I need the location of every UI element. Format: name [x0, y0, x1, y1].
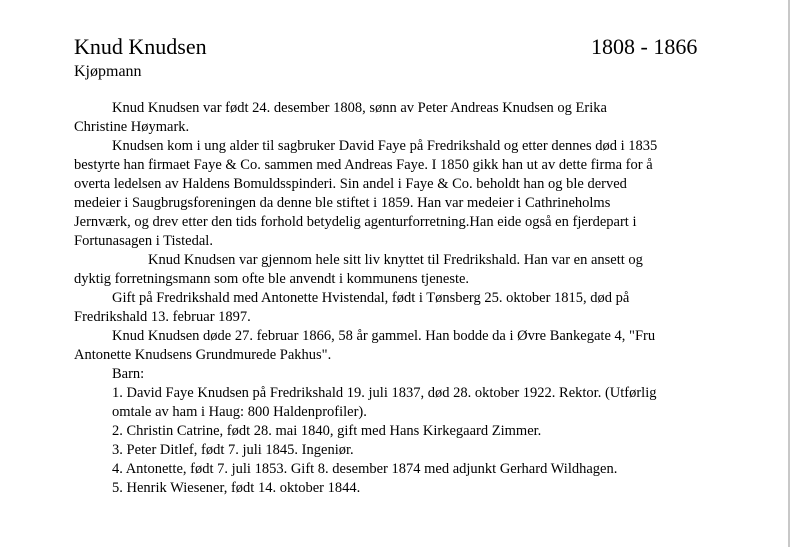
text-line: Gift på Fredrikshald med Antonette Hvistendal, født i Tønsberg 25. oktober 1815, død på	[112, 290, 630, 306]
text-line: Fortunasagen i Tistedal.	[74, 233, 213, 249]
text-line: Knud Knudsen var gjennom hele sitt liv knyttet til Fredrikshald. Han var en ansett og	[148, 252, 643, 268]
text-line: Christine Høymark.	[74, 119, 190, 135]
page-edge-divider	[788, 0, 790, 547]
text-line: medeier i Saugbrugsforeningen da denne ble stiftet i 1859. Han var medeier i Cathrineholms	[74, 195, 611, 211]
person-name: Knud Knudsen	[74, 34, 207, 59]
text-line: dyktig forretningsmann som ofte ble anvendt i kommunens tjeneste.	[74, 271, 470, 287]
life-years: 1808 - 1866	[591, 34, 698, 59]
child-entry: 1. David Faye Knudsen på Fredrikshald 19. juli 1837, død 28. oktober 1922. Rektor. (Utførlig	[112, 385, 657, 401]
text-line: Jernværk, og drev etter den tids forhold betydelig agenturforretning.Han eide også en fjerdepart i	[74, 214, 637, 230]
text-line: Knud Knudsen var født 24. desember 1808, sønn av Peter Andreas Knudsen og Erika	[112, 100, 607, 116]
child-entry: 3. Peter Ditlef, født 7. juli 1845. Ingeniør.	[112, 442, 354, 458]
text-line: Knud Knudsen døde 27. februar 1866, 58 år gammel. Han bodde da i Øvre Bankegate 4, "Fru	[112, 328, 656, 344]
text-line: bestyrte han firmaet Faye & Co. sammen med Andreas Faye. I 1850 gikk han ut av dette firma for å	[74, 157, 653, 173]
child-entry: 5. Henrik Wiesener, født 14. oktober 1844.	[112, 480, 361, 496]
occupation: Kjøpmann	[74, 63, 142, 80]
text-line: Knudsen kom i ung alder til sagbruker David Faye på Fredrikshald og etter dennes død i 1835	[112, 138, 658, 154]
text-line: overta ledelsen av Haldens Bomuldsspinderi. Sin andel i Faye & Co. beholdt han og ble derved	[74, 176, 627, 192]
child-entry: 4. Antonette, født 7. juli 1853. Gift 8. desember 1874 med adjunkt Gerhard Wildhagen.	[112, 461, 618, 477]
child-entry-continuation: omtale av ham i Haug: 800 Haldenprofiler).	[112, 404, 367, 420]
text-line: Fredrikshald 13. februar 1897.	[74, 309, 251, 325]
child-entry: 2. Christin Catrine, født 28. mai 1840, gift med Hans Kirkegaard Zimmer.	[112, 423, 542, 439]
children-heading: Barn:	[112, 366, 145, 382]
biography-text	[74, 99, 724, 498]
text-line: Antonette Knudsens Grundmurede Pakhus".	[74, 347, 332, 363]
